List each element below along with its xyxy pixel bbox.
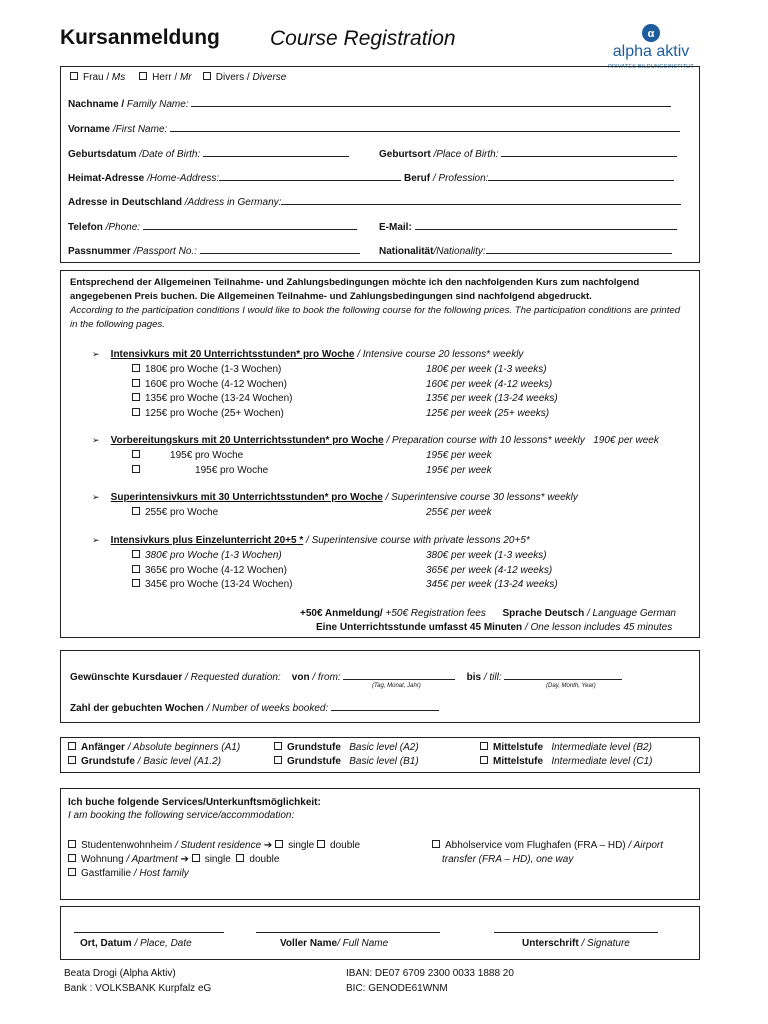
course-intensive-prices-en: 180€ per week (1-3 weeks) 160€ per week (4-12 weeks) 135€ per week (13-24 weeks) 125€ per week (25+ weeks) bbox=[426, 364, 558, 419]
arrow-right-icon: ➔ bbox=[180, 854, 189, 865]
salutation-row bbox=[70, 72, 286, 83]
registration-fee-note: +50€ Anmeldung/ +50€ Registration fees Sprache Deutsch / Language German bbox=[300, 608, 676, 619]
checkbox[interactable] bbox=[139, 72, 147, 80]
course-superintensive-title: ➢ Superintensivkurs mit 30 Unterrichtsstunden* pro Woche / Superintensive course 30 lessons* weekly bbox=[92, 492, 578, 503]
course-private-title: ➢ Intensivkurs plus Einzelunterricht 20+5 * / Superintensive course with private lessons 20+5* bbox=[92, 535, 530, 546]
checkbox[interactable] bbox=[68, 854, 76, 862]
address-germany-line[interactable] bbox=[281, 195, 681, 205]
birth-date-field: Geburtsdatum /Date of Birth: bbox=[68, 147, 349, 160]
lesson-length-note: Eine Unterrichtsstunde umfasst 45 Minuten / One lesson includes 45 minutes bbox=[316, 622, 673, 633]
email-line[interactable] bbox=[415, 220, 677, 230]
family-name-field: Nachname / Family Name: bbox=[68, 97, 671, 110]
weeks-line[interactable] bbox=[331, 701, 439, 711]
bullet-arrow-icon: ➢ bbox=[92, 535, 100, 545]
checkbox[interactable] bbox=[317, 840, 325, 848]
option[interactable]: 365€ pro Woche (4-12 Wochen) bbox=[132, 564, 293, 579]
checkbox[interactable] bbox=[132, 550, 140, 558]
salutation-diverse[interactable]: Divers / Diverse bbox=[203, 72, 287, 83]
home-address-line[interactable] bbox=[219, 171, 401, 181]
bullet-arrow-icon: ➢ bbox=[92, 492, 100, 502]
checkbox[interactable] bbox=[68, 840, 76, 848]
from-date-hint: (Tag, Monat, Jahr) bbox=[372, 683, 421, 689]
checkbox[interactable] bbox=[132, 379, 140, 387]
page-title-english: Course Registration bbox=[270, 27, 456, 50]
address-germany-field: Adresse in Deutschland /Address in Germany: bbox=[68, 195, 681, 208]
signature-line[interactable] bbox=[494, 932, 658, 933]
level-c1[interactable]: Mittelstufe Intermediate level (C1) bbox=[480, 756, 653, 767]
option[interactable]: 135€ pro Woche (13-24 Wochen) bbox=[132, 392, 293, 407]
place-date-line[interactable] bbox=[74, 932, 224, 933]
from-date-line[interactable] bbox=[343, 670, 455, 680]
email-field: E-Mail: bbox=[379, 220, 677, 233]
home-address-field: Heimat-Adresse /Home-Address: Beruf / Profession: bbox=[68, 171, 674, 184]
option[interactable]: 160€ pro Woche (4-12 Wochen) bbox=[132, 378, 293, 393]
level-a2[interactable]: Grundstufe Basic level (A2) bbox=[274, 742, 419, 753]
bullet-arrow-icon: ➢ bbox=[92, 435, 100, 445]
checkbox[interactable] bbox=[70, 72, 78, 80]
option[interactable]: 345€ pro Woche (13-24 Wochen) bbox=[132, 578, 293, 593]
family-name-line[interactable] bbox=[191, 97, 671, 107]
service-airport-transfer-en: transfer (FRA – HD), one way bbox=[442, 854, 574, 865]
passport-line[interactable] bbox=[200, 244, 360, 254]
till-date-line[interactable] bbox=[504, 670, 622, 680]
option[interactable]: 380€ pro Woche (1-3 Wochen) bbox=[132, 549, 293, 564]
level-a12[interactable]: Grundstufe / Basic level (A1.2) bbox=[68, 756, 221, 767]
option[interactable]: 125€ pro Woche (25+ Wochen) bbox=[132, 407, 293, 422]
birth-place-line[interactable] bbox=[501, 147, 677, 157]
option[interactable]: 195€ pro Woche bbox=[132, 464, 268, 479]
checkbox[interactable] bbox=[68, 868, 76, 876]
phone-field: Telefon /Phone: bbox=[68, 220, 357, 233]
logo-subtitle: PRIVATES BILDUNGSINSTITUT bbox=[608, 64, 694, 70]
checkbox[interactable] bbox=[132, 364, 140, 372]
checkbox[interactable] bbox=[192, 854, 200, 862]
course-preparation-options bbox=[132, 449, 268, 478]
birth-date-line[interactable] bbox=[203, 147, 349, 157]
services-title-english: I am booking the following service/accommodation: bbox=[68, 810, 295, 821]
arrow-right-icon: ➔ bbox=[263, 840, 273, 851]
course-private-prices-en: 380€ per week (1-3 weeks) 365€ per week (4-12 weeks) 345€ per week (13-24 weeks) bbox=[426, 550, 558, 590]
service-host-family[interactable]: Gastfamilie / Host family bbox=[68, 868, 189, 879]
checkbox[interactable] bbox=[274, 756, 282, 764]
checkbox[interactable] bbox=[203, 72, 211, 80]
footer-bank: Bank : VOLKSBANK Kurpfalz eG bbox=[64, 983, 212, 994]
course-preparation-prices-en: 195€ per week 195€ per week bbox=[426, 450, 492, 476]
checkbox[interactable] bbox=[132, 393, 140, 401]
course-superintensive-options bbox=[132, 507, 218, 518]
course-intensive-title: ➢ Intensivkurs mit 20 Unterrichtsstunden* pro Woche / Intensive course 20 lessons* weekly bbox=[92, 349, 524, 360]
service-airport-transfer[interactable]: Abholservice vom Flughafen (FRA – HD) / Airport bbox=[432, 840, 663, 851]
footer-iban: IBAN: DE07 6709 2300 0033 1888 20 bbox=[346, 968, 514, 979]
course-superintensive-prices-en: 255€ per week bbox=[426, 507, 492, 518]
option[interactable]: 255€ pro Woche bbox=[132, 507, 218, 518]
footer-bic: BIC: GENODE61WNM bbox=[346, 983, 448, 994]
checkbox[interactable] bbox=[274, 742, 282, 750]
course-preparation-title: ➢ Vorbereitungskurs mit 20 Unterrichtsstunden* pro Woche / Preparation course with 10 lessons* weekly 190€ per week bbox=[92, 435, 659, 446]
full-name-line[interactable] bbox=[256, 932, 440, 933]
level-b2[interactable]: Mittelstufe Intermediate level (B2) bbox=[480, 742, 652, 753]
first-name-line[interactable] bbox=[170, 122, 680, 132]
services-title: Ich buche folgende Services/Unterkunftsmöglichkeit: bbox=[68, 797, 321, 808]
checkbox[interactable] bbox=[68, 742, 76, 750]
course-intro: Entsprechend der Allgemeinen Teilnahme- und Zahlungsbedingungen möchte ich den nachfolgenden Kurs zum nachfolgend angegebenen Preis buchen. Die Allgemeinen Teilnahme- und Zahlungsbedingungen sind nachfolgend abgedruckt. According to the participation conditions I would like to book the following course for the following prices. The participation conditions are printed in the following pages. bbox=[70, 277, 681, 330]
phone-line[interactable] bbox=[143, 220, 357, 230]
duration-row: Gewünschte Kursdauer / Requested duration: von / from: bis / till: bbox=[70, 670, 622, 683]
service-apartment[interactable]: Wohnung / Apartment ➔ single double bbox=[68, 854, 279, 865]
checkbox[interactable] bbox=[132, 507, 140, 515]
weeks-row: Zahl der gebuchten Wochen / Number of weeks booked: bbox=[70, 701, 439, 714]
service-student-residence[interactable]: Studentenwohnheim / Student residence ➔ single double bbox=[68, 840, 360, 851]
checkbox[interactable] bbox=[432, 840, 440, 848]
course-private-options bbox=[132, 549, 293, 593]
till-date-hint: (Day, Month, Year) bbox=[546, 683, 596, 689]
place-date-label: Ort, Datum / Place, Date bbox=[80, 938, 192, 949]
first-name-field: Vorname /First Name: bbox=[68, 122, 680, 135]
checkbox[interactable] bbox=[68, 756, 76, 764]
checkbox[interactable] bbox=[480, 756, 488, 764]
page-title: Kursanmeldung bbox=[60, 26, 220, 49]
profession-line[interactable] bbox=[488, 171, 674, 181]
checkbox[interactable] bbox=[132, 450, 140, 458]
nationality-line[interactable] bbox=[486, 244, 672, 254]
birth-place-field: Geburtsort /Place of Birth: bbox=[379, 147, 677, 160]
level-a1[interactable]: Anfänger / Absolute beginners (A1) bbox=[68, 742, 240, 753]
nationality-field: Nationalität/Nationality: bbox=[379, 244, 672, 257]
svg-text:α: α bbox=[647, 28, 655, 40]
bullet-arrow-icon: ➢ bbox=[92, 349, 100, 359]
full-name-label: Voller Name/ Full Name bbox=[280, 938, 389, 949]
checkbox[interactable] bbox=[480, 742, 488, 750]
level-b1[interactable]: Grundstufe Basic level (B1) bbox=[274, 756, 419, 767]
checkbox[interactable] bbox=[275, 840, 283, 848]
personal-data-box bbox=[60, 66, 700, 263]
checkbox[interactable] bbox=[132, 465, 140, 473]
passport-field: Passnummer /Passport No.: bbox=[68, 244, 360, 257]
course-intensive-options bbox=[132, 363, 293, 421]
logo-name: alpha aktiv bbox=[612, 43, 690, 60]
option[interactable]: 195€ pro Woche bbox=[132, 449, 268, 464]
footer-contact: Beata Drogi (Alpha Aktiv) bbox=[64, 968, 176, 979]
checkbox[interactable] bbox=[132, 408, 140, 416]
checkbox[interactable] bbox=[132, 565, 140, 573]
signature-box bbox=[60, 906, 700, 960]
signature-label: Unterschrift / Signature bbox=[522, 938, 630, 949]
checkbox[interactable] bbox=[236, 854, 244, 862]
option[interactable]: 180€ pro Woche (1-3 Wochen) bbox=[132, 363, 293, 378]
checkbox[interactable] bbox=[132, 579, 140, 587]
salutation-ms[interactable]: Frau / Ms bbox=[70, 72, 125, 83]
salutation-mr[interactable]: Herr / Mr bbox=[139, 72, 191, 83]
